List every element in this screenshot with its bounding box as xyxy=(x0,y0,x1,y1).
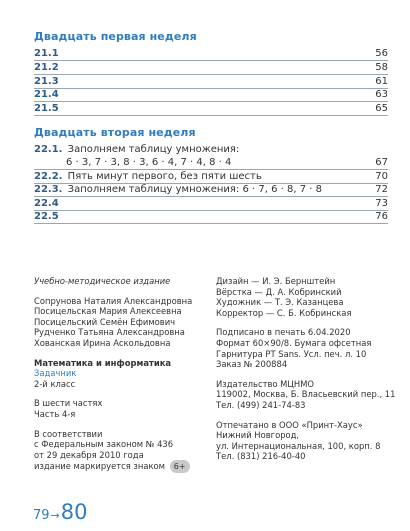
print-info-line: Подписано в печать 6.04.2020 xyxy=(216,327,351,338)
page-number-right: 80 xyxy=(60,500,88,524)
toc-entry-page: 72 xyxy=(375,184,388,195)
law-notice-line: В соответствии xyxy=(34,428,103,439)
toc-entry-21-4[interactable] xyxy=(34,88,388,102)
toc-entry-22-4[interactable] xyxy=(34,197,388,211)
toc-entry-number: 22.5 xyxy=(34,211,59,222)
toc-entry-number: 22.1. xyxy=(34,144,63,155)
author-name: Посицельская Мария Алексеевна xyxy=(34,306,182,317)
book-subtitle: Задачник xyxy=(34,368,77,379)
part-number: Часть 4-я xyxy=(34,408,76,419)
toc-entry-page: 73 xyxy=(375,198,388,209)
age-rating-badge: 6+ xyxy=(170,460,190,473)
publisher-line: Издательство МЦНМО xyxy=(216,378,315,389)
toc-entry-page: 70 xyxy=(375,171,388,182)
law-notice-line: издание маркируется знаком xyxy=(34,461,165,472)
toc-entry-text: Пять минут первого, без пяти шесть xyxy=(67,171,262,182)
toc-entry-text: Заполняем таблицу умножения: 6 · 7, 6 · 8, 7 · 8 xyxy=(67,184,322,195)
print-info-line: Заказ № 200884 xyxy=(216,359,288,370)
toc-entry-page: 63 xyxy=(375,89,388,100)
toc-entry-number: 21.1 xyxy=(34,48,59,59)
toc-entry-page: 56 xyxy=(375,48,388,59)
week-21-heading: Двадцать первая неделя xyxy=(34,30,197,43)
week-22-heading: Двадцать вторая неделя xyxy=(34,126,196,139)
publisher-line: Тел. (499) 241-74-83 xyxy=(216,399,306,410)
author-name: Сопрунова Наталия Александровна xyxy=(34,295,193,306)
printer-line: Отпечатано в ООО «Принт-Хаус» xyxy=(216,419,363,430)
author-name: Рудченко Татьяна Александровна xyxy=(34,327,185,338)
publisher-line: 119002, Москва, Б. Власьевский пер., 11 xyxy=(216,389,396,400)
toc-entry-number: 22.3. xyxy=(34,184,63,195)
toc-entry-21-3[interactable] xyxy=(34,75,388,89)
toc-entry-text: Заполняем таблицу умножения: xyxy=(67,144,240,155)
toc-entry-21-1[interactable] xyxy=(34,47,388,61)
toc-entry-22-3[interactable] xyxy=(34,183,388,197)
toc-entry-22-5[interactable] xyxy=(34,210,388,224)
edition-type: Учебно-методическое издание xyxy=(34,276,171,286)
author-name: Посицельский Семён Ефимович xyxy=(34,316,176,327)
page-numbers xyxy=(33,500,88,524)
credit-line: Художник — Т. Э. Казанцева xyxy=(216,297,344,308)
page-number-left: 79 xyxy=(33,508,50,523)
parts-count: В шести частях xyxy=(34,398,103,409)
book-title: Математика и информатика xyxy=(34,357,172,368)
toc-entry-page: 58 xyxy=(375,62,388,73)
law-notice-line: с Федеральным законом № 436 xyxy=(34,439,174,450)
law-notice-line: от 29 декабря 2010 года xyxy=(34,449,144,460)
toc-entry-number: 21.2 xyxy=(34,62,59,73)
toc-entry-21-5[interactable] xyxy=(34,102,388,116)
toc-entry-number: 22.4 xyxy=(34,198,59,209)
credit-line: Дизайн — И. Э. Бернштейн xyxy=(216,276,336,286)
toc-entry-21-2[interactable] xyxy=(34,61,388,75)
arrow-right-icon: → xyxy=(50,509,60,522)
toc-entry-page: 76 xyxy=(375,211,388,222)
credit-line: Корректор — С. Б. Кобринская xyxy=(216,307,352,318)
toc-entry-number: 21.4 xyxy=(34,89,59,100)
print-info-line: Гарнитура PT Sans. Усл. печ. л. 10 xyxy=(216,348,367,359)
grade: 2-й класс xyxy=(34,378,76,389)
colophon-right xyxy=(216,276,396,462)
toc-entry-number: 21.5 xyxy=(34,103,59,114)
toc-entry-page: 61 xyxy=(375,76,388,87)
toc-entry-text-continued: 6 · 3, 7 · 3, 8 · 3, 6 · 4, 7 · 4, 8 · 4 xyxy=(66,157,232,168)
toc-entry-22-1[interactable] xyxy=(34,143,388,170)
print-info-line: Формат 60×90/8. Бумага офсетная xyxy=(216,337,372,348)
printer-line: Тел. (831) 216-40-40 xyxy=(216,451,306,462)
toc-entry-page: 65 xyxy=(375,103,388,114)
printer-line: ул. Интернациональная, 100, корп. 8 xyxy=(216,440,381,451)
colophon-left xyxy=(34,276,209,473)
credit-line: Вёрстка — Д. А. Кобринский xyxy=(216,286,342,297)
toc-entry-number: 22.2. xyxy=(34,171,63,182)
printer-line: Нижний Новгород, xyxy=(216,430,300,441)
toc-entry-22-2[interactable] xyxy=(34,170,388,184)
toc-entry-page: 67 xyxy=(375,157,388,168)
author-name: Хованская Ирина Аскольдовна xyxy=(34,337,171,348)
toc-entry-number: 21.3 xyxy=(34,76,59,87)
